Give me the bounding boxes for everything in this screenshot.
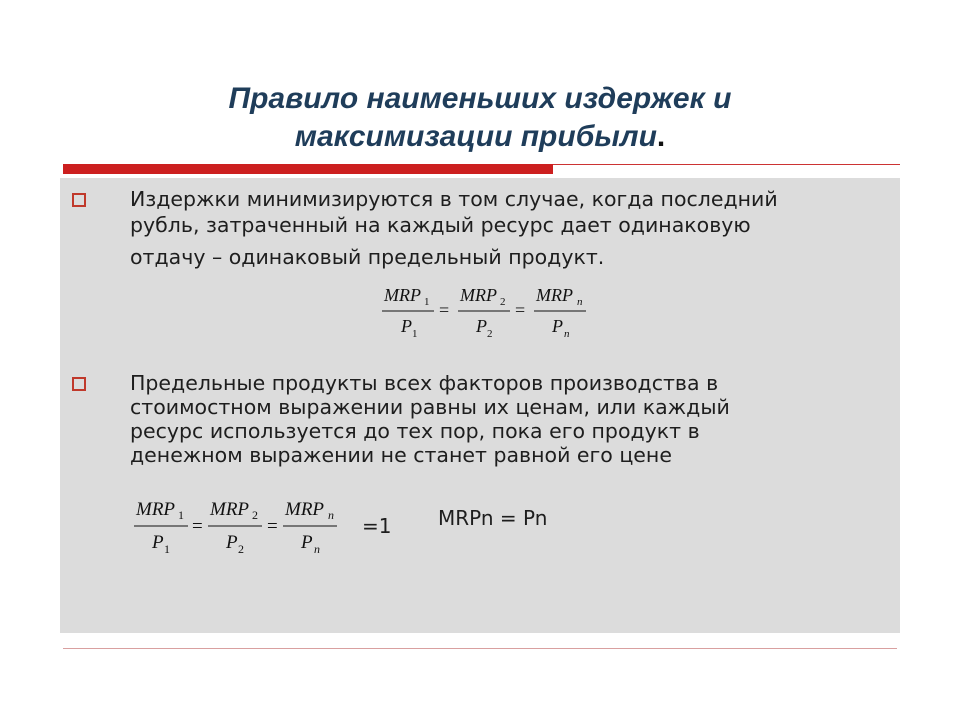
eq2-den-1: P: [152, 532, 164, 553]
result-formula: MRPn = Pn: [438, 506, 548, 530]
eq2-den-2: P: [226, 532, 238, 553]
eq1-num-2-sub: 2: [500, 296, 506, 308]
eq1-num-1: MRP: [384, 285, 421, 305]
eq2-num-2-sub: 2: [252, 508, 258, 522]
bottom-divider-line: [63, 648, 897, 649]
equation-2: [130, 493, 360, 559]
eq1-den-1-sub: 1: [412, 328, 418, 340]
bullet-2-line-3: ресурс используется до тех пор, пока его продукт в: [130, 419, 700, 443]
eq2-equals-2: =: [267, 516, 278, 537]
title-line-2: [60, 118, 900, 156]
eq2-num-1: MRP: [136, 499, 176, 520]
eq2-num-n: MRP: [285, 499, 325, 520]
eq1-num-2: MRP: [460, 285, 497, 305]
eq2-den-n: P: [301, 532, 313, 553]
eq1-den-1: P: [401, 316, 412, 336]
bullet-1-line-2: рубль, затраченный на каждый ресурс дает одинаковую: [130, 213, 751, 237]
eq1-equals-2: =: [515, 300, 526, 320]
eq2-num-2: MRP: [210, 499, 250, 520]
eq1-den-2-sub: 2: [487, 328, 493, 340]
bullet-square-icon: [72, 193, 86, 207]
eq2-den-1-sub: 1: [164, 542, 170, 556]
bullet-1-text: [130, 186, 778, 270]
eq2-equals-1: =: [192, 516, 203, 537]
eq1-equals-1: =: [439, 300, 450, 320]
top-accent-bar: [63, 164, 553, 174]
title-line-1: Правило наименьших издержек и: [228, 82, 732, 115]
bullet-2-line-1: Предельные продукты всех факторов производства в: [130, 371, 719, 395]
eq1-num-n-sub: n: [577, 296, 583, 308]
eq1-den-n-sub: n: [564, 328, 570, 340]
eq2-den-n-sub: n: [314, 542, 320, 556]
bullet-2-text: [130, 371, 730, 467]
bullet-1-line-1: Издержки минимизируются в том случае, когда последний: [130, 187, 778, 211]
eq1-num-1-sub: 1: [424, 296, 430, 308]
title-dot: .: [656, 120, 666, 153]
eq2-num-n-sub: n: [328, 508, 334, 522]
eq2-num-1-sub: 1: [178, 508, 184, 522]
eq1-num-n: MRP: [536, 285, 573, 305]
equation-2-equals-one: =1: [362, 514, 392, 538]
slide-title: [60, 80, 900, 156]
bullet-square-icon: [72, 377, 86, 391]
eq2-den-2-sub: 2: [238, 542, 244, 556]
bullet-1-line-3: отдачу – одинаковый предельный продукт.: [130, 245, 605, 269]
equation-1: [378, 280, 608, 342]
bullet-2-line-2: стоимостном выражении равны их ценам, или каждый: [130, 395, 730, 419]
title-line-2-text: максимизации прибыли: [294, 120, 657, 153]
eq1-den-n: P: [552, 316, 563, 336]
bullet-2-line-4: денежном выражении не станет равной его цене: [130, 443, 672, 467]
eq1-den-2: P: [476, 316, 487, 336]
